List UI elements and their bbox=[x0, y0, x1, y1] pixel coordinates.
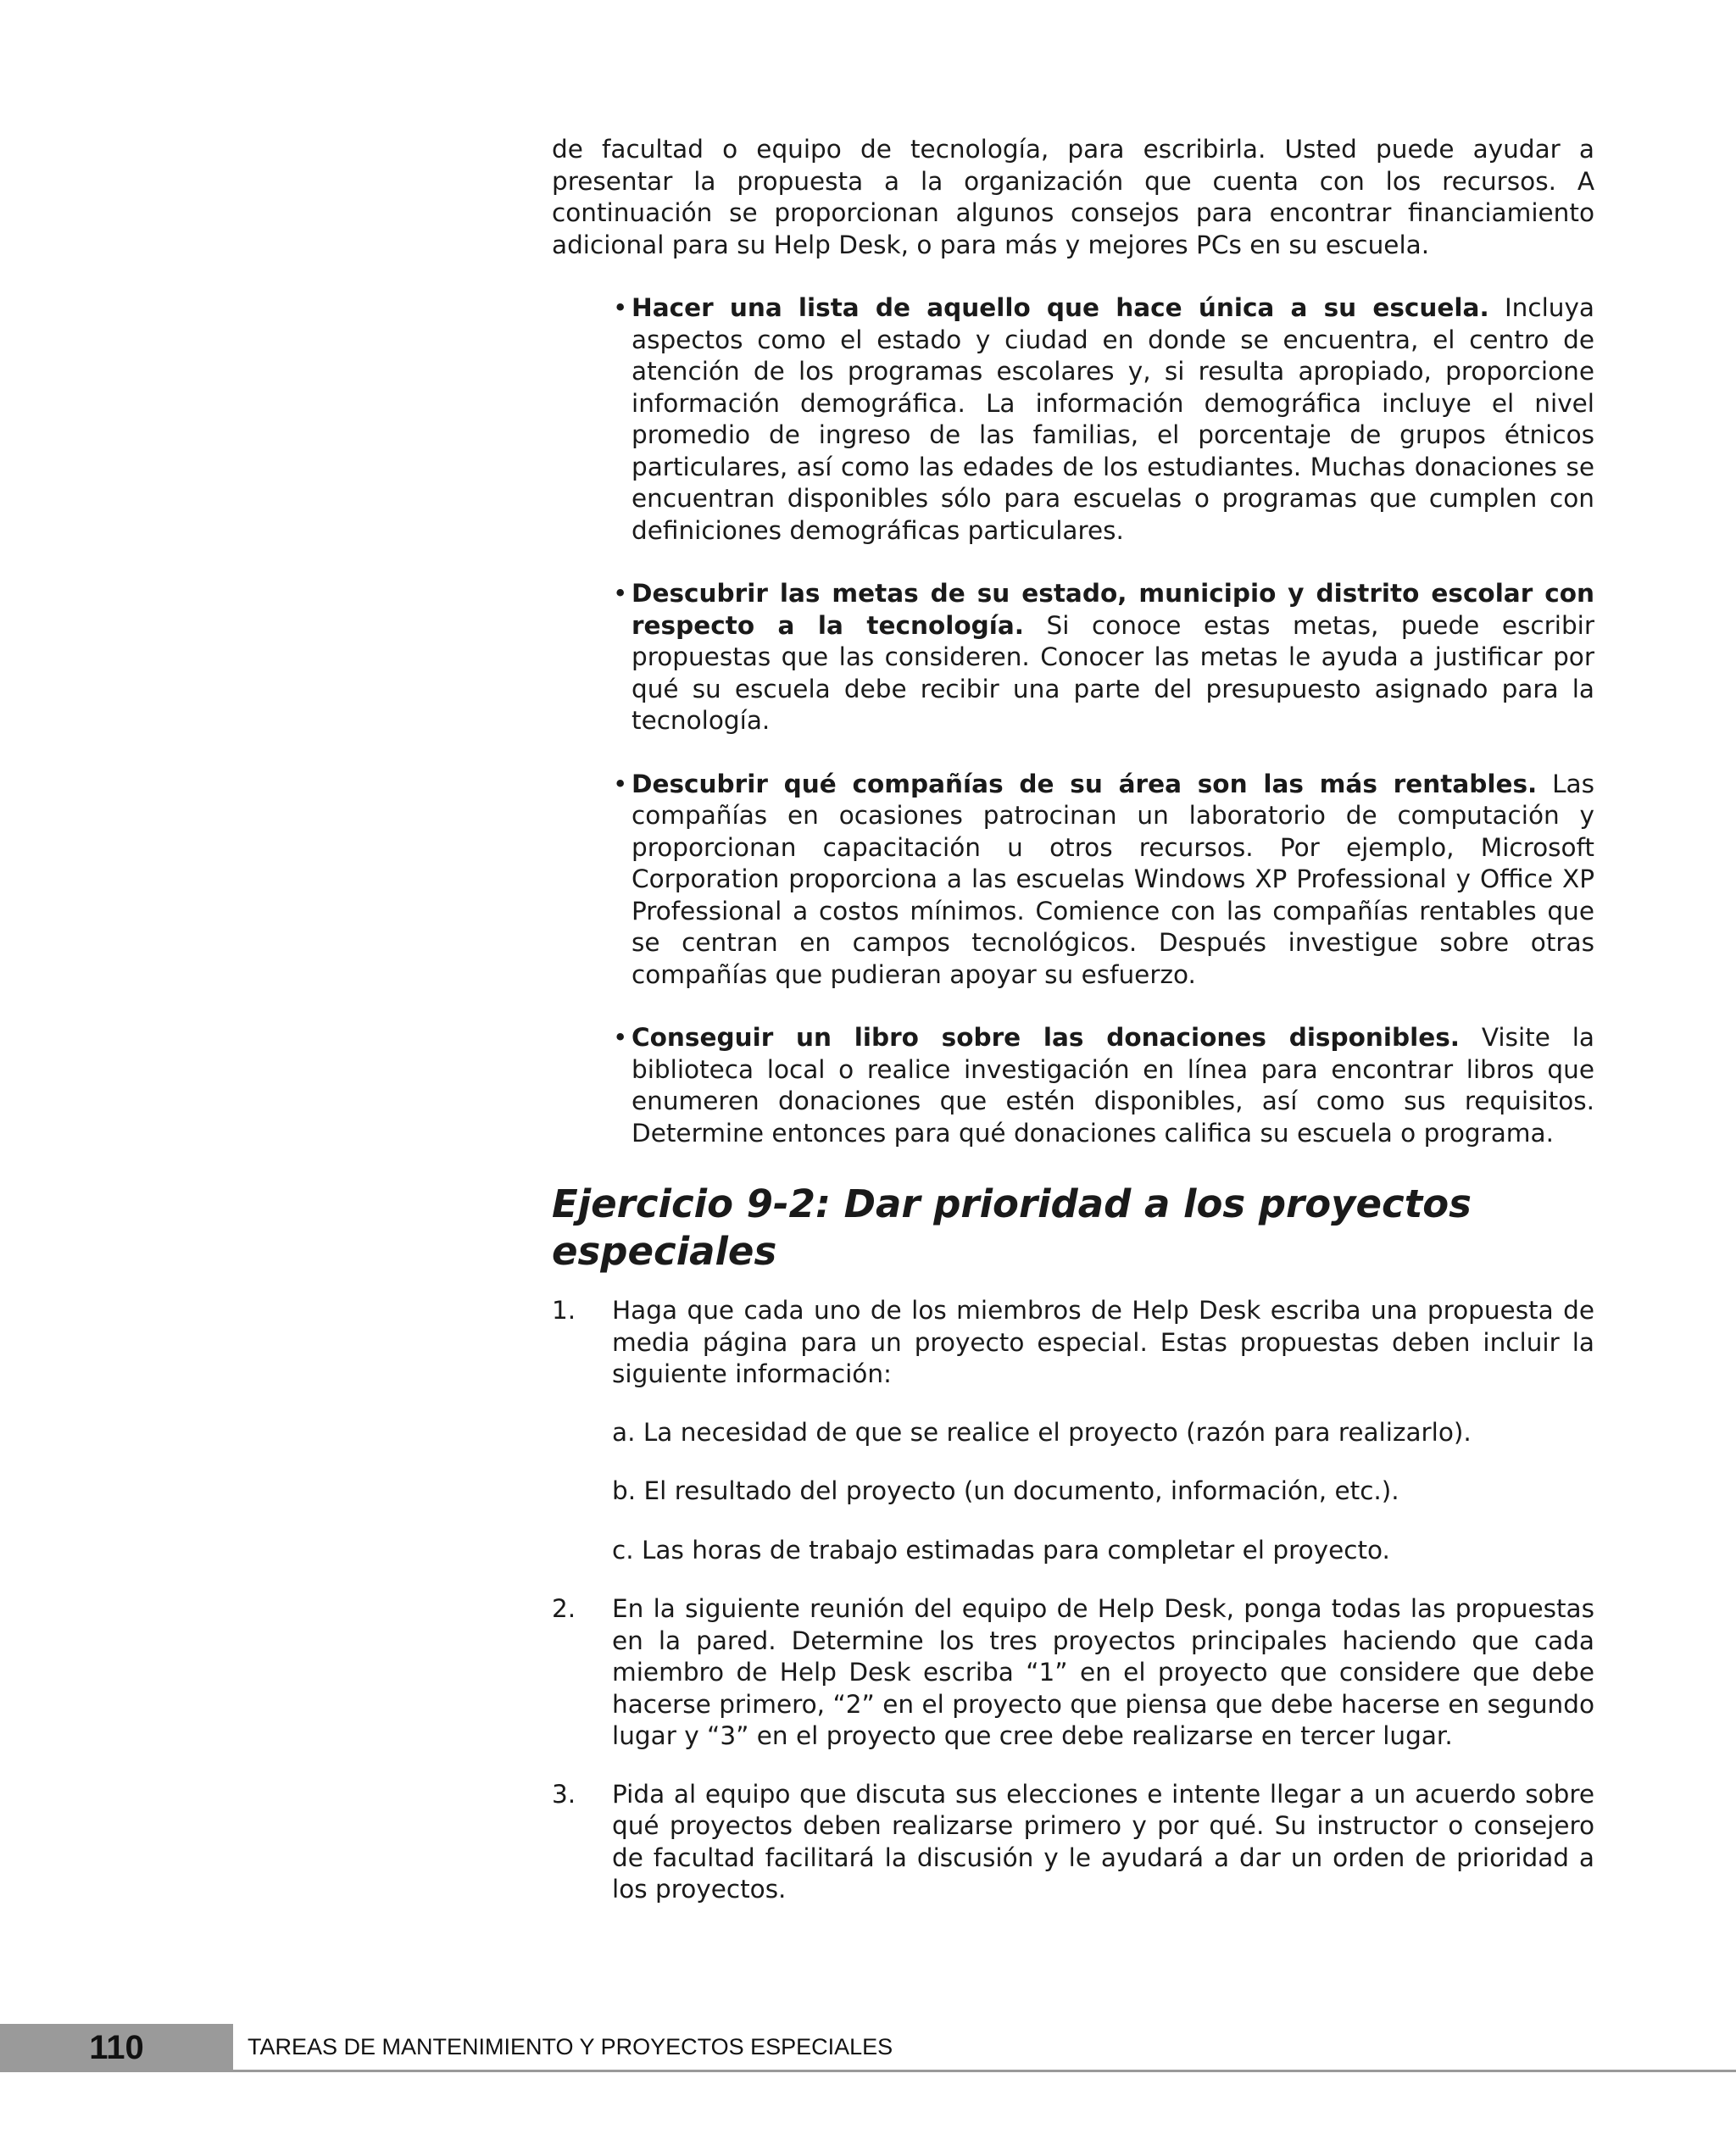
bullet-item bbox=[552, 1022, 1594, 1149]
running-footer-title: TAREAS DE MANTENIMIENTO Y PROYECTOS ESPECIALES bbox=[248, 2034, 893, 2059]
step-text: Pida al equipo que discuta sus elecciones e intente llegar a un acuerdo sobre qué proyectos deben realizarse primero y por qué. Su instructor o consejero de facultad facilitará la discusión y le ayudará a dar un orden de prioridad a los proyectos. bbox=[612, 1779, 1594, 1904]
bullet-lead: Descubrir qué compañías de su área son las más rentables. bbox=[632, 769, 1538, 798]
bullet-dot: • bbox=[613, 1023, 628, 1052]
bullet-text: Si conoce estas metas, puede escribir propuestas que las consideren. Conocer las metas le ayuda a justificar por qué su escuela debe recibir una parte del presupuesto asignado para la tecnología. bbox=[632, 610, 1594, 735]
numbered-step bbox=[552, 1593, 1594, 1753]
bullet-item bbox=[552, 578, 1594, 737]
bullet-dot: • bbox=[613, 769, 628, 798]
bullet-dot: • bbox=[613, 579, 628, 608]
bullet-text: Incluya aspectos como el estado y ciudad en donde se encuentra, el centro de atención de los programas escolares y, si resulta apropiado, proporcione información demográfica. La información demográfica incluye el nivel promedio de ingreso de las familias, el porcentaje de grupos étnicos particulares, así como las edades de los estudiantes. Muchas donaciones se encuentran disponibles sólo para escuelas o programas que cumplen con definiciones demográficas particulares. bbox=[632, 293, 1594, 545]
numbered-step bbox=[552, 1295, 1594, 1391]
bullet-item bbox=[552, 292, 1594, 547]
page-content bbox=[552, 134, 1594, 1932]
sub-item: c. Las horas de trabajo estimadas para completar el proyecto. bbox=[612, 1535, 1390, 1565]
bullet-item bbox=[552, 769, 1594, 992]
section-heading: Ejercicio 9-2: Dar prioridad a los proyectos especiales bbox=[552, 1181, 1472, 1274]
step-text: Haga que cada uno de los miembros de Help Desk escriba una propuesta de media página para un proyecto especial. Estas propuestas deben incluir la siguiente información: bbox=[612, 1296, 1594, 1388]
footer-rule bbox=[233, 2070, 1736, 2072]
page-number: 110 bbox=[89, 2029, 144, 2066]
numbered-step bbox=[552, 1779, 1594, 1906]
bullet-text: Visite la biblioteca local o realice investigación en línea para encontrar libros que enumeren donaciones que estén disponibles, así como sus requisitos. Determine entonces para qué donaciones califica su escuela o programa. bbox=[632, 1023, 1594, 1148]
bullet-text: Las compañías en ocasiones patrocinan un laboratorio de computación y proporcionan capacitación u otros recursos. Por ejemplo, Microsoft Corporation proporciona a las escuelas Windows XP Professional y Office XP Professional a costos mínimos. Comience con las compañías rentables que se centran en campos tecnológicos. Después investigue sobre otras compañías que pudieran apoyar su esfuerzo. bbox=[632, 769, 1594, 989]
bullet-dot: • bbox=[613, 293, 628, 322]
sub-item: a. La necesidad de que se realice el proyecto (razón para realizarlo). bbox=[612, 1417, 1472, 1447]
step-number: 1. bbox=[552, 1296, 576, 1325]
step-number: 3. bbox=[552, 1779, 576, 1809]
sub-item: b. El resultado del proyecto (un documento, información, etc.). bbox=[612, 1476, 1399, 1505]
bullet-lead: Descubrir las metas de su estado, municipio y distrito escolar con respecto a la tecnología. bbox=[632, 579, 1594, 640]
bullet-lead: Conseguir un libro sobre las donaciones disponibles. bbox=[632, 1023, 1460, 1052]
intro-paragraph: de facultad o equipo de tecnología, para escribirla. Usted puede ayudar a presentar la propuesta a la organización que cuenta con los recursos. A continuación se proporcionan algunos consejos para encontrar financiamiento adicional para su Help Desk, o para más y mejores PCs en su escuela. bbox=[552, 135, 1594, 259]
step-number: 2. bbox=[552, 1594, 576, 1623]
bullet-lead: Hacer una lista de aquello que hace única a su escuela. bbox=[632, 293, 1489, 322]
step-text: En la siguiente reunión del equipo de Help Desk, ponga todas las propuestas en la pared. Determine los tres proyectos principales haciendo que cada miembro de Help Desk escriba “1” en el proyecto que considere que debe hacerse primero, “2” en el proyecto que piensa que debe hacerse en segundo lugar y “3” en el proyecto que cree debe realizarse en tercer lugar. bbox=[612, 1594, 1594, 1750]
